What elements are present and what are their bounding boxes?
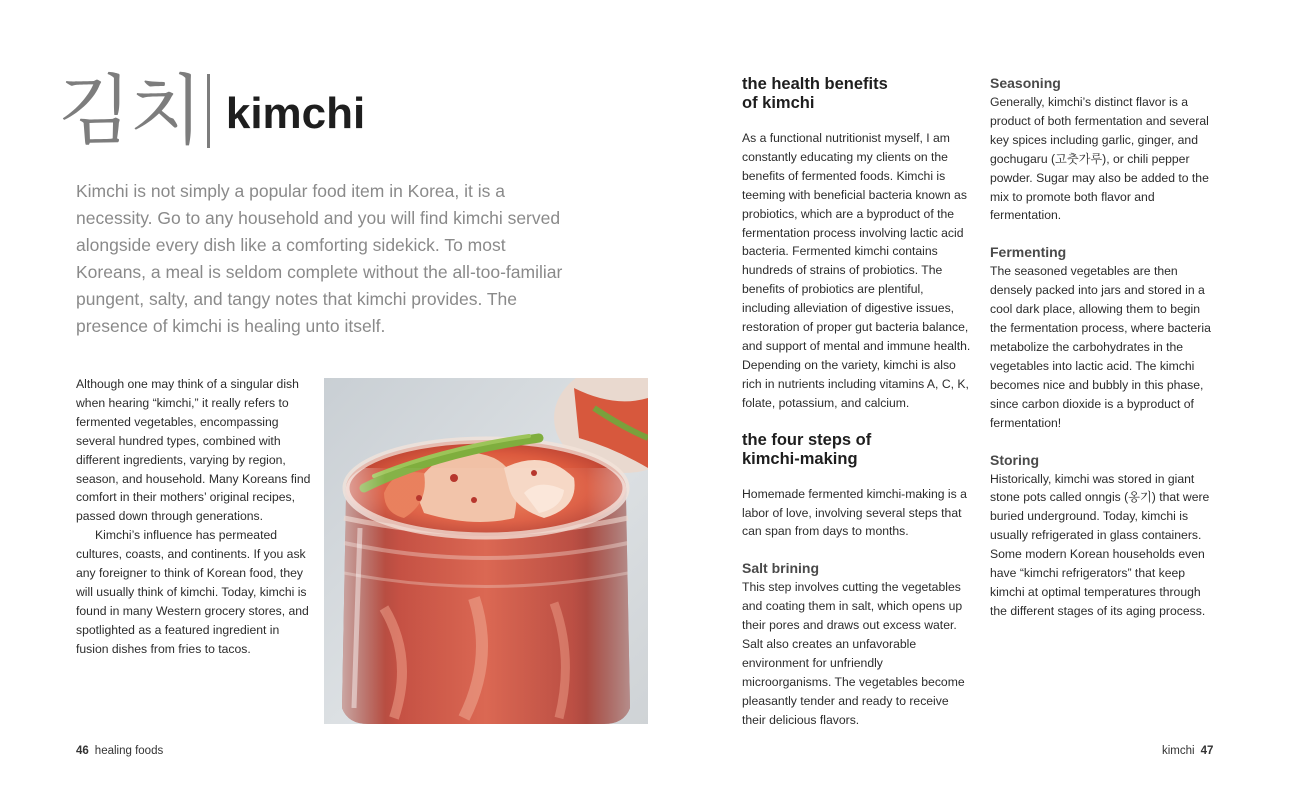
step-body-fermenting: The seasoned vegetables are then densely packed into jars and stored in a cool dark place, allowing them to begin the fermentation process, where bacteria metabolize the carbohydrates in the vegetables into lactic acid. The kimchi becomes nice and bubbly in this phase, since carbon dioxide is a byproduct of fermentation!	[990, 264, 1211, 430]
page-title	[58, 66, 365, 156]
page-number-right: 47	[1200, 745, 1214, 757]
step-heading-seasoning: Seasoning	[990, 75, 1061, 91]
four-steps-heading	[742, 431, 974, 469]
footer-left	[76, 745, 163, 757]
step-body-storing: Historically, kimchi was stored in giant stone pots called onngis (옹기) that were buried underground. Today, kimchi is usually refrigerated in glass containers. Some modern Korean households even have “kimchi refrigerators” that keep kimchi at optimal temperatures through the different stages of its aging process.	[990, 471, 1210, 618]
title-english: kimchi	[225, 89, 366, 138]
intro-paragraph-2: Kimchi’s influence has permeated cultures, coasts, and continents. If you ask any foreigner to think of Korean food, they will usually think of kimchi. Today, kimchi is found in many Western grocery stores, and spotlighted as a featured ingredient in fusion dishes from fries to tacos.	[76, 528, 309, 656]
column-steps-continued	[990, 74, 1216, 621]
title-korean: 김치	[58, 66, 201, 155]
kimchi-jar-photo	[324, 378, 648, 724]
step-body-seasoning: Generally, kimchi’s distinct flavor is a product of both fermentation and several key spices including garlic, ginger, and gochugaru (고춧가루), or chili pepper powder. Sugar may also be added to the mix to promote both flavor and fermentation.	[990, 95, 1209, 223]
lead-text: Kimchi is not simply a popular food item in Korea, it is a necessity. Go to any household and you will find kimchi served alongside every dish like a comforting sidekick. To most Koreans, a meal is seldom complete without the all-too-familiar pungent, salty, and tangy notes that kimchi provides. The presence of kimchi is healing unto itself.	[76, 181, 563, 336]
step-body-salt-brining: This step involves cutting the vegetables and coating them in salt, which opens up their pores and draws out excess water. Salt also creates an unfavorable environment for unfriendly microorganisms. The vegetables become pleasantly tender and ready to receive their delicious flavors.	[742, 580, 965, 727]
column-health-and-steps	[742, 75, 974, 730]
four-steps-intro: Homemade fermented kimchi-making is a labor of love, involving several steps that can span from days to months.	[742, 486, 967, 539]
steps-heading-line-2: kimchi-making	[742, 449, 858, 468]
health-benefits-heading	[742, 75, 974, 113]
intro-paragraph-1: Although one may think of a singular dish when hearing “kimchi,” it really refers to fermented vegetables, encompassing several hundred types, combined with different ingredients, varying by region, season, and household. Many Koreans find comfort in their mothers’ original recipes, passed down through generations.	[76, 377, 311, 524]
page-number-left: 46	[76, 745, 89, 757]
step-heading-fermenting: Fermenting	[990, 244, 1067, 261]
steps-heading-line-1: the four steps of	[742, 430, 872, 449]
footer-chapter-label: kimchi	[1162, 745, 1195, 757]
intro-text	[76, 375, 314, 659]
step-heading-storing: Storing	[990, 451, 1039, 468]
kimchi-jar-illustration	[324, 378, 648, 724]
footer-section-label: healing foods	[94, 745, 164, 757]
step-heading-salt-brining: Salt brining	[742, 560, 819, 577]
title-divider	[207, 74, 210, 148]
footer-right	[1162, 745, 1213, 757]
lead-paragraph	[76, 178, 566, 340]
health-benefits-body: As a functional nutritionist myself, I am constantly educating my clients on the benefits of fermented foods. Kimchi is teeming with beneficial bacteria known as probiotics, which are a byproduct of the fermentation process involving lactic acid bacteria. Fermented kimchi contains hundreds of strains of probiotics. The benefits of probiotics are plentiful, including alleviation of digestive issues, restoration of proper gut bacteria balance, and support of mental and immune health. Depending on the variety, kimchi is also rich in nutrients including vitamins A, C, K, folate, potassium, and calcium.	[742, 131, 971, 410]
health-heading-line-1: the health benefits	[742, 75, 888, 93]
health-heading-line-2: of kimchi	[742, 94, 815, 112]
